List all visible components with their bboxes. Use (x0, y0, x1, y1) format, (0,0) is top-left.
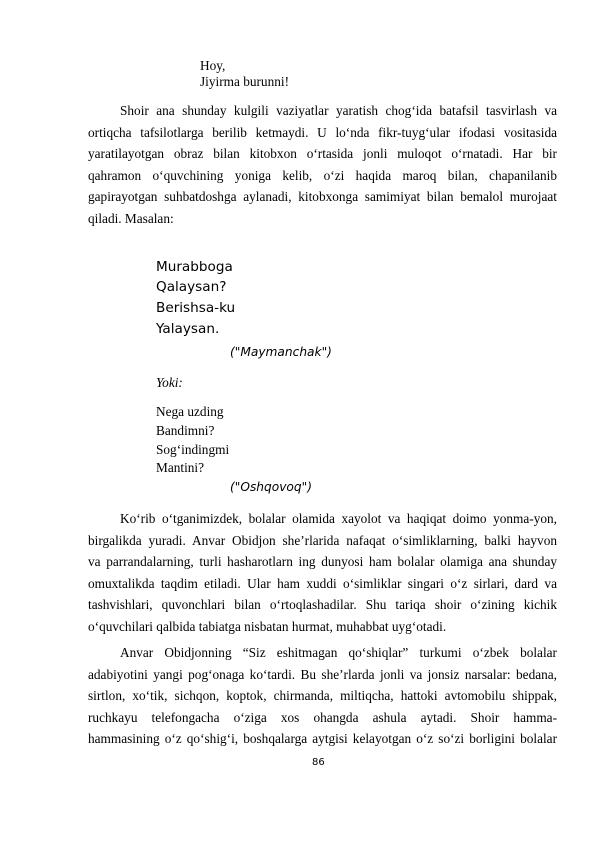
paragraph2-line-2: birgalikda yuradi. Anvar Obidjon she’rlarida nafaqat o‘simliklarning, balki hayvon (88, 532, 557, 548)
paragraph2-line-1: Ko‘rib o‘tganimizdek, bolalar olamida xayolot va haqiqat doimo yonma-yon, (120, 511, 557, 526)
paragraph2-line-4: omuxtalikda taqdim etiladi. Ular ham xuddi o‘simliklar singari o‘z sirlari, dard va (88, 575, 557, 591)
paragraph3-line-2: adabiyotini yangi pog‘onaga ko‘tardi. Bu she’rlarda jonli va jonsiz narsalar: bedana, (88, 666, 557, 682)
paragraph1-line-3: yaratilayotgan obraz bilan kitobxon o‘rtasida jonli muloqot o‘rnatadi. Har bir (88, 146, 557, 161)
poem1-line-2: Qalaysan? (156, 279, 227, 295)
page-number: 86 (312, 757, 325, 768)
poem2-source: ("Oshqovoq") (230, 480, 312, 494)
poem2-line-2: Bandimni? (156, 423, 215, 438)
poem1-line-1: Murabboga (156, 259, 233, 275)
poem2-line-1: Nega uzding (156, 404, 224, 419)
paragraph3-line-5: hammasining o‘z qo‘shig‘i, boshqalarga aytgisi kelayotgan o‘z so‘zi borligini bolalar (88, 731, 557, 746)
poem1-line-3: Berishsa-ku (156, 300, 236, 316)
paragraph1-line-6: qiladi. Masalan: (88, 210, 174, 226)
paragraph1-line-2: ortiqcha tafsilotlarga berilib ketmaydi. U lo‘nda fikr-tuyg‘ular ifodasi vositasida (88, 124, 557, 140)
intro-line-1: Hoy, (200, 58, 226, 73)
paragraph1-line-5: gapirayotgan suhbatdoshga aylanadi, kitobxonga samimiyat bilan bemalol murojaat (88, 189, 557, 204)
poem1-source: ("Maymanchak") (230, 345, 332, 359)
intro-line-2: Jiyirma burunni! (200, 74, 290, 89)
paragraph3-line-4: ruchkayu telefongacha o‘ziga xos ohangda ashula aytadi. Shoir hamma- (88, 709, 557, 725)
paragraph2-line-6: o‘quvchilari qalbida tabiatga nisbatan hurmat, muhabbat uyg‘otadi. (88, 618, 447, 634)
paragraph3-line-1: Anvar Obidjonning “Siz eshitmagan qo‘shiqlar” turkumi o‘zbek bolalar (120, 645, 557, 660)
poem1-line-4: Yalaysan. (156, 321, 220, 337)
paragraph2-line-3: va parrandalarning, turli hasharotlarn ing dunyosi ham bolalar olamiga ana shunday (88, 554, 557, 569)
paragraph1-line-1: Shoir ana shunday kulgili vaziyatlar yaratish chog‘ida batafsil tasvirlash va (120, 103, 557, 118)
poem2-line-3: Sog‘indingmi (156, 442, 230, 457)
poem2-line-4: Mantini? (156, 460, 205, 475)
paragraph2-line-5: tashvishlari, quvonchlari bilan o‘rtoqlashadilar. Shu tariqa shoir o‘zining kichik (88, 597, 557, 612)
paragraph1-line-4: qahramon o‘quvchining yoniga kelib, o‘zi haqida maroq bilan, chapanilanib (88, 167, 557, 183)
yoki-label: Yoki: (156, 375, 183, 390)
paragraph3-line-3: sirtlon, xo‘tik, sichqon, koptok, chirmanda, miltiqcha, hattoki avtomobilu shippak, (88, 688, 557, 703)
